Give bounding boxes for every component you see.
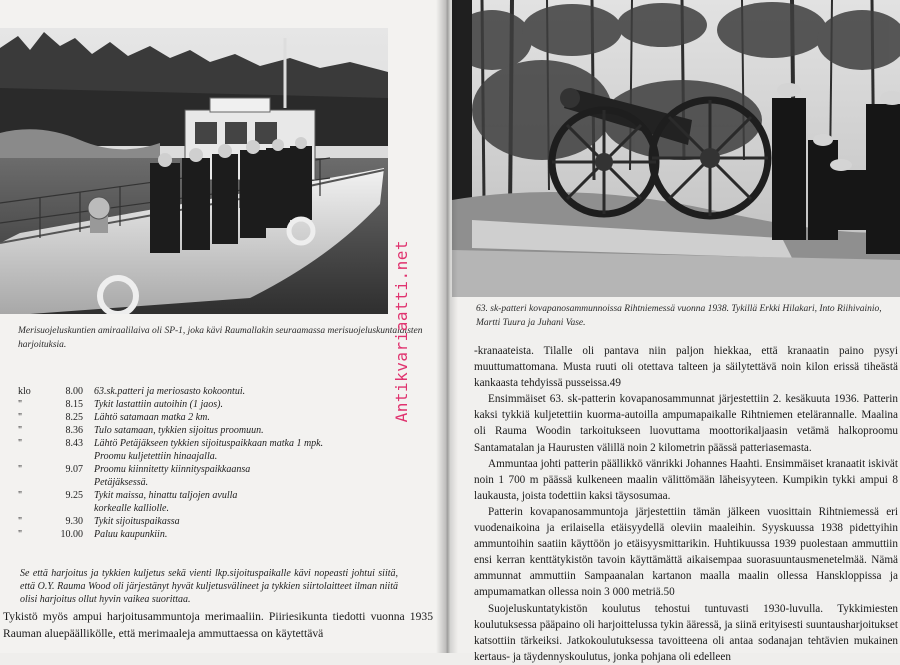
boat-photo-caption: Merisuojeluskuntien amiraalilaiva oli SP-1, joka kävi Raumallakin seuraamassa merisuojeluskuntalaisten harjoituksia. [18, 326, 423, 350]
schedule-time: 10.00 [60, 529, 83, 540]
schedule-klo: " [18, 399, 23, 410]
schedule-row [18, 411, 398, 424]
right-paragraph: Ammuntaa johti patterin päällikkö vänrikki Johannes Haahti. Ensimmäiset kranaatit iskivät noin 1 700 m päässä kulkeneen maalin välittömään läheisyyteen. Kumpikin tykki ampui 8 laukausta, joista todettiin kaksi täysosumaa. [474, 457, 898, 502]
schedule-row [18, 528, 398, 541]
schedule-row [18, 476, 398, 489]
schedule-time: 9.30 [65, 516, 83, 527]
schedule-klo: " [18, 464, 23, 475]
right-paragraph: Suojeluskuntatykistön koulutus tehostui tuntuvasti 1930-luvulla. Tykkimiesten koulutuksessa pääpaino oli harjoittelussa tykin ääressä, ja siinä erityisesti suuntausharjoitukset katsottiin tärkeiksi. Jatkokoulutuksessa tavoitteena oli antaa sodanajan tehtävien mukainen kertaus- ja täydennyskoulutus, jonka pohjana oli edelleen [474, 602, 898, 663]
schedule-text: Tykit sijoituspaikassa [94, 516, 180, 527]
boat-photo-image [0, 28, 388, 314]
schedule-row [18, 502, 398, 515]
cannon-photo [452, 0, 900, 297]
left-body-text: Tykistö myös ampui harjoitusammuntoja merimaaliin. Piiriesikunta tiedotti vuonna 1935 Rauman aluepäällikölle, että merimaaleja ammuttaessa on käytettävä [3, 610, 433, 640]
left-page [0, 0, 446, 653]
schedule-row [18, 398, 398, 411]
watermark: Antikvariaatti.net [392, 240, 411, 423]
schedule-row [18, 489, 398, 502]
schedule-klo: " [18, 425, 23, 436]
schedule-time: 8.43 [65, 438, 83, 449]
schedule-klo: " [18, 412, 23, 423]
schedule-text: Tulo satamaan, tykkien sijoitus proomuun. [94, 425, 264, 436]
italic-note: Se että harjoitus ja tykkien kuljetus sekä vienti lkp.sijoituspaikalle kävi nopeasti johtui siitä, että O.Y. Rauma Wood oli järjestänyt hyvät kuljetusvälineet ja tykkien siirtolaitteet ilman niitä olisi harjoitus ollut hyvin vaikea suorittaa. [20, 568, 398, 605]
schedule-time: 8.25 [65, 412, 83, 423]
right-paragraph: Ensimmäiset 63. sk-patterin kovapanosammunnat järjestettiin 2. kesäkuuta 1936. Patterin kaksi tykkiä kuljetettiin kuorma-autoilla ampumapaikalle Rihtniemen etelärannalle. Maalina oli Rauma Woodin tarkoitukseen luovuttama moottorikaljaasin vetämä halkoproomu Santamatalan ja Haurusten välillä noin 2 kilometrin päässä patteriasemasta. [474, 393, 898, 454]
schedule-row [18, 515, 398, 528]
boat-photo [0, 28, 388, 314]
schedule-text: korkealle kalliolle. [94, 503, 169, 514]
right-body-text [474, 343, 898, 665]
cannon-photo-caption: 63. sk-patteri kovapanosammunnoissa Rihtniemessä vuonna 1938. Tykillä Erkki Hilakari, Into Riihivainio, Martti Tuura ja Juhani Vase. [476, 304, 882, 328]
schedule-time: 9.07 [65, 464, 83, 475]
schedule-list [18, 385, 398, 541]
schedule-text: Lähtö Petäjäkseen tykkien sijoituspaikkaan matka 1 mpk. [94, 438, 324, 449]
schedule-klo: " [18, 438, 23, 449]
schedule-row [18, 450, 398, 463]
schedule-text: Paluu kaupunkiin. [94, 529, 168, 540]
schedule-time: 9.25 [65, 490, 83, 501]
schedule-text: Petäjäksessä. [94, 477, 149, 488]
schedule-klo: " [18, 490, 23, 501]
schedule-text: Tykit lastattiin autoihin (1 jaos). [94, 399, 223, 410]
schedule-row [18, 437, 398, 450]
schedule-text: Proomu kuljetettiin hinaajalla. [94, 451, 218, 462]
schedule-text: Lähtö satamaan matka 2 km. [94, 412, 210, 423]
schedule-text: Proomu kiinnitetty kiinnityspaikkaansa [94, 464, 251, 475]
schedule-text: 63.sk.patteri ja meriosasto kokoontui. [94, 386, 246, 397]
right-paragraph: Patterin kovapanosammuntoja järjestettiin tämän jälkeen vuosittain Rihtniemessä eri vuodenaikoina ja erilaisella etäisyydellä oleviin maaleihin. Syyskuussa 1938 pidettyihin ammuntoihin saatiin käyttöön jo etäisyysmittarikin. Huhtikuussa 1939 puolestaan ammuttiin ensi kerran kenttätykistön tavoin käyttämättä aikaisempaa suorasuuntausmenetelmää. Nämä ammunnat ammuttiin Sampaanalan kartanon maalla maalin ollessa Hanskloppissa ja ampumamatkan ollessa noin 3 000 metriä.50 [474, 505, 898, 599]
schedule-time: 8.36 [65, 425, 83, 436]
schedule-text: Tykit maissa, hinattu taljojen avulla [94, 490, 238, 501]
schedule-time: 8.15 [65, 399, 83, 410]
schedule-row [18, 424, 398, 437]
schedule-klo: " [18, 529, 23, 540]
schedule-row [18, 463, 398, 476]
schedule-klo: klo [18, 386, 31, 397]
cannon-photo-image [452, 0, 900, 297]
schedule-row [18, 385, 398, 398]
schedule-klo: " [18, 516, 23, 527]
schedule-time: 8.00 [65, 386, 83, 397]
right-paragraph: -kranaateista. Tilalle oli pantava niin paljon hiekkaa, että kranaatin paino pysyi muuttumattomana. Musta ruuti oli otettava talteen ja säilytettävä noin kilon erissä tiheästä kankaasta tehdyissä pusseissa.49 [474, 345, 898, 390]
